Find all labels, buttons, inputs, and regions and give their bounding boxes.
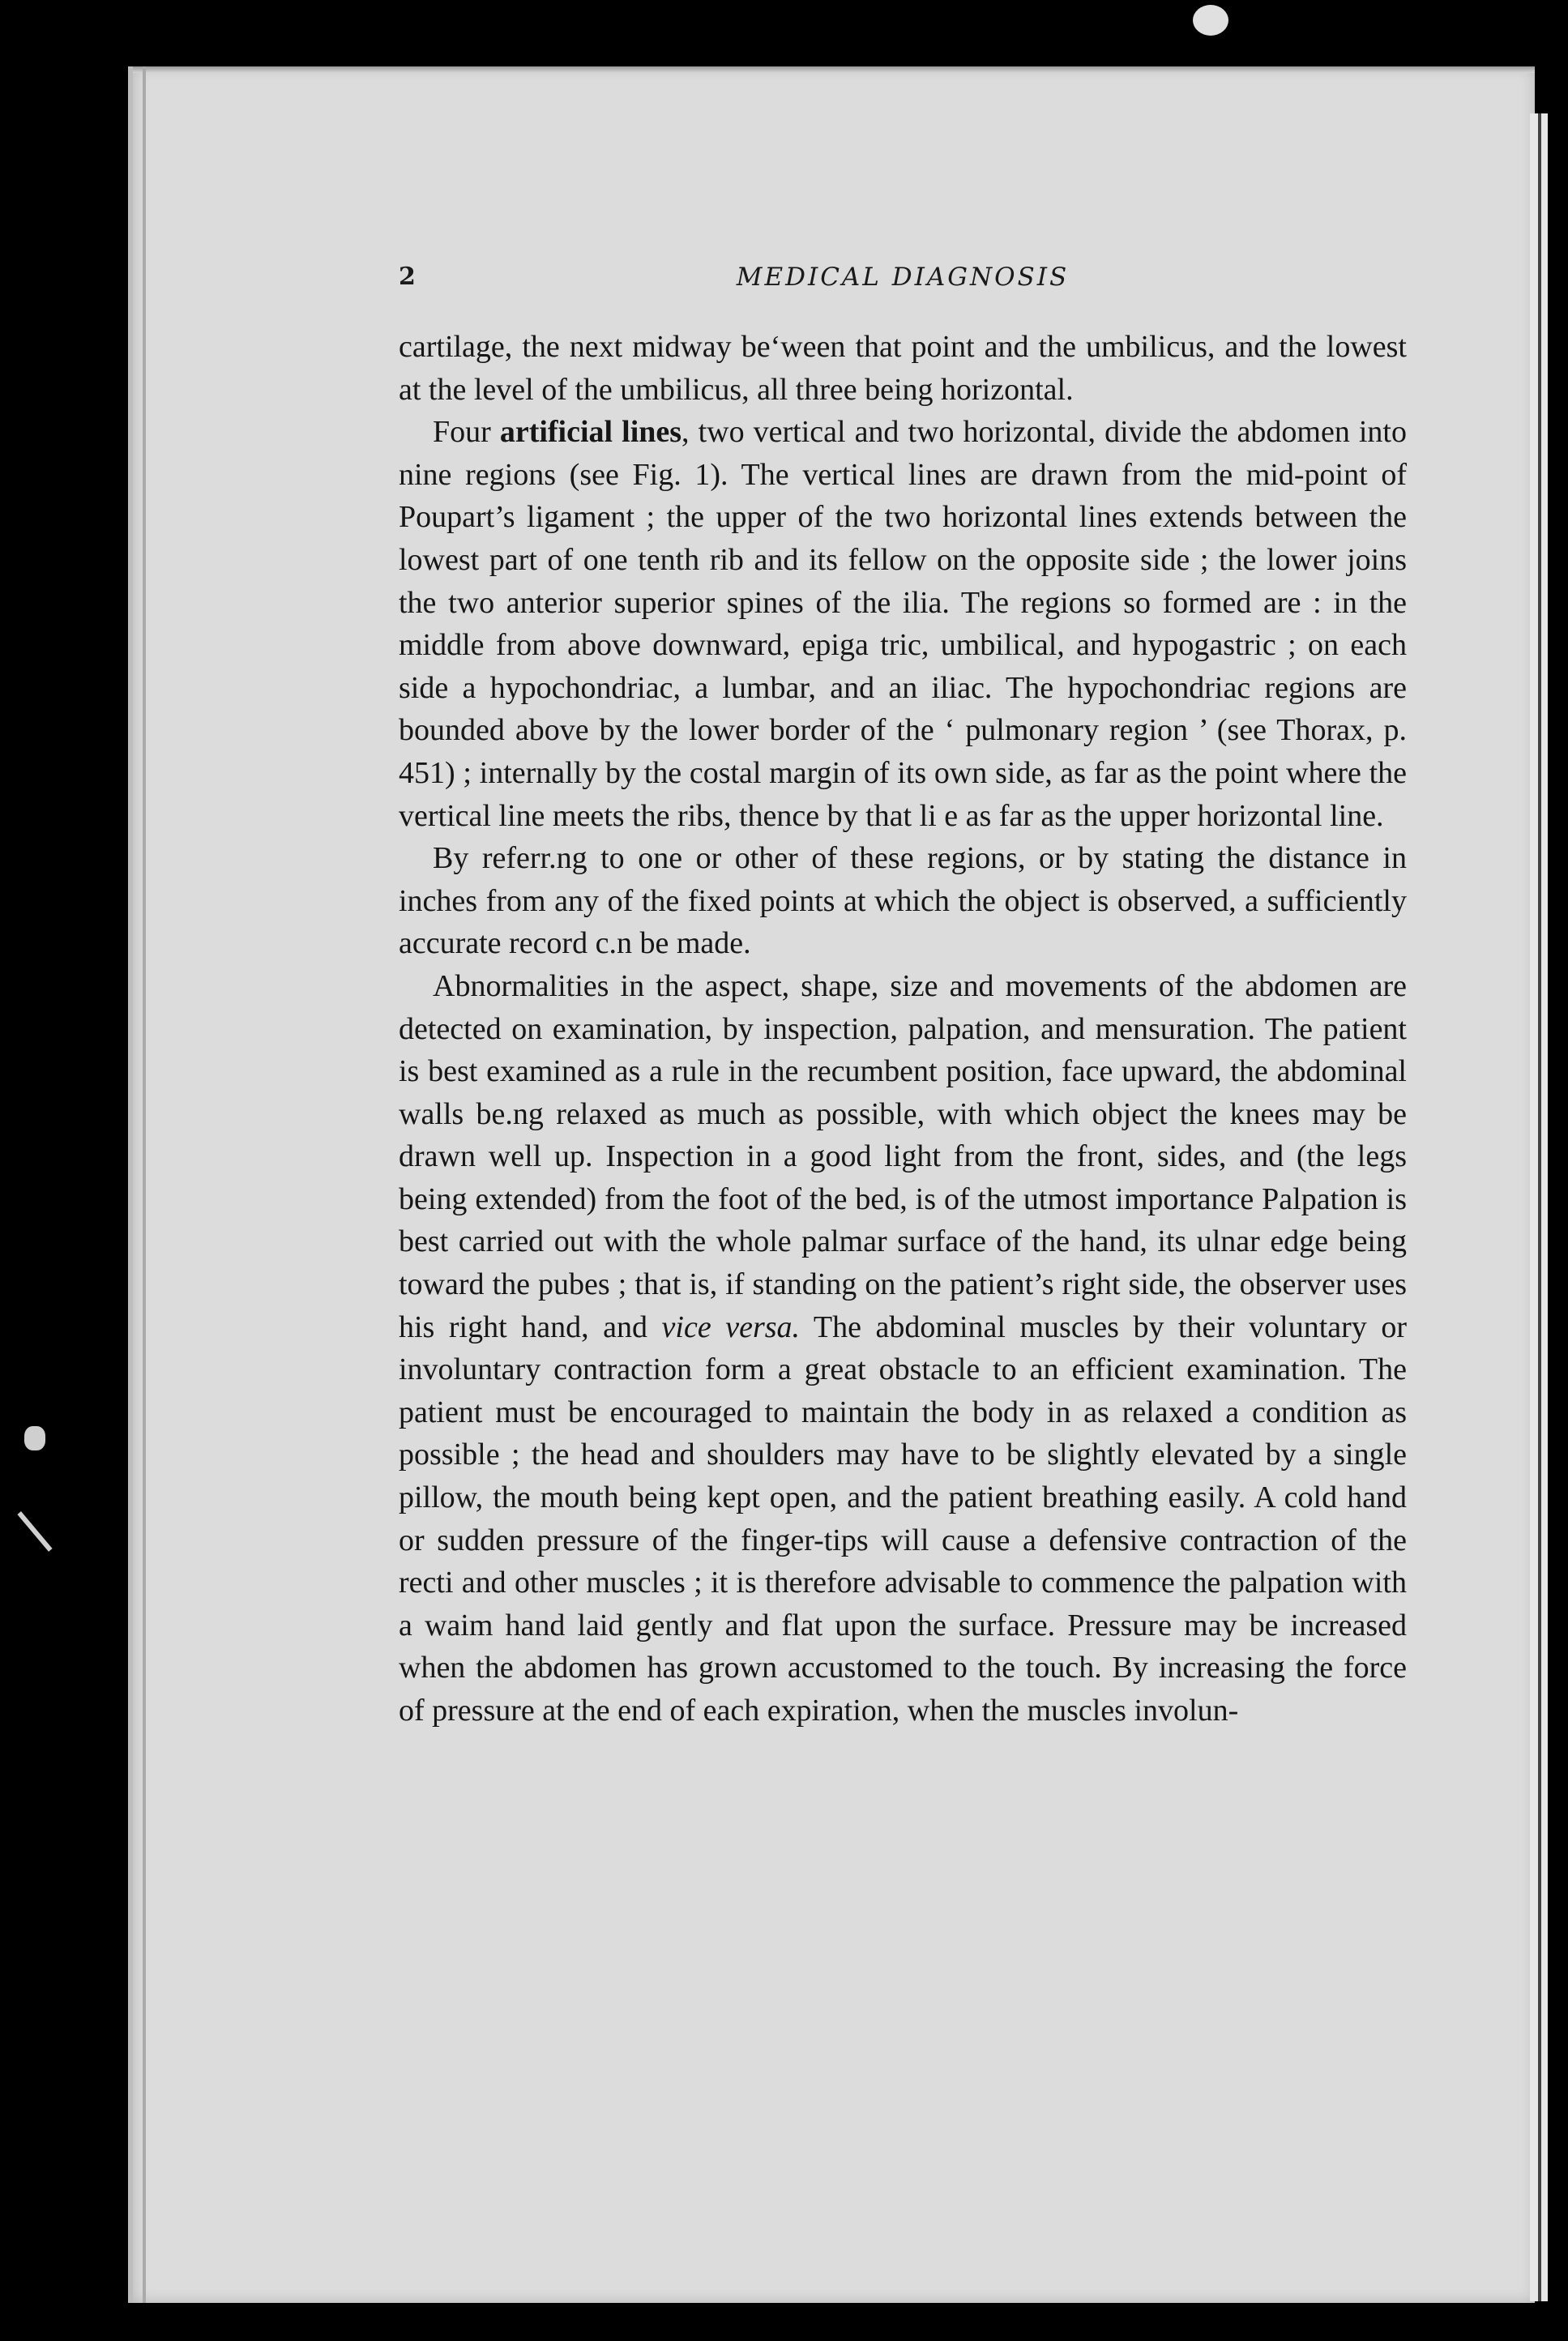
paragraph-2	[399, 411, 1407, 837]
paragraph-4-tail: The abdominal muscles by their voluntary or involuntary contraction form a great obstacle to an efficient examination. The patient must be encouraged to maintain the body in as relaxed a condition as possible ; the head and shoulders may have to be slightly elevated by a single pillow, the mouth being kept open, and the patient breathing easily. A cold hand or sudden pressure of the finger-tips will cause a defensive contraction of the recti and other muscles ; it is therefore advisable to commence the palpation with a waim hand laid gently and flat upon the surface. Pressure may be increased when the abdomen has grown accustomed to the touch. By increasing the force of pressure at the end of each expiration, when the muscles involun-	[399, 1309, 1407, 1728]
page-gutter-shadow	[1538, 113, 1541, 2301]
page-top-edge	[133, 66, 1535, 73]
running-head	[399, 263, 1407, 298]
paragraph-3-text: By referr.ng to one or other of these regions, or by stating the distance in inches from any of the fixed points at which the object is observed, a sufficiently accurate record c.n be made.	[399, 841, 1407, 961]
paragraph-4-text: Abnormalities in the aspect, shape, size and movements of the abdomen are detected on examination, by inspection, palpation, and mensuration. The patient is best examined as a rule in the recumbent position, face upward, the abdominal walls be.ng relaxed as much as possible, with which object the knees may be drawn well up. Inspection in a good light from the front, sides, and (the legs being extended) from the foot of the bed, is of the utmost importance Palpation is best carried out with the whole palmar surface of the hand, its ulnar edge being toward the pubes ; that is, if standing on the patient’s right side, the observer uses his right hand, and	[399, 968, 1407, 1344]
paragraph-3	[399, 837, 1407, 965]
ink-blot	[1193, 5, 1228, 36]
page-number: 2	[399, 263, 416, 291]
margin-smudge	[24, 1426, 45, 1450]
paragraph-4	[399, 965, 1407, 1732]
paragraph-1	[399, 326, 1407, 411]
page-binding-edge	[143, 66, 146, 2303]
paragraph-2-text: , two vertical and two horizontal, divide the abdomen into nine regions (see Fig. 1). The vertical lines are drawn from the mid-point of Poupart’s ligament ; the upper of the two horizontal lines extends between the lowest part of one tenth rib and its fellow on the opposite side ; the lower joins the two anterior superior spines of the ilia. The regions so formed are : in the middle from above downward, epiga tric, umbilical, and hypogastric ; on each side a hypochondriac, a lumbar, and an iliac. The hypochondriac regions are bounded above by the lower border of the ‘ pulmonary region ’ (see Thorax, p. 451) ; internally by the costal margin of its own side, as far as the point where the vertical line meets the ribs, thence by that li e as far as the upper horizontal line.	[399, 415, 1407, 833]
paragraph-2-bold-term: artificial lines	[499, 415, 682, 450]
paragraph-1-text: cartilage, the next midway be‘ween that point and the umbilicus, and the lowest at the level of the umbilicus, all three being horizontal.	[399, 330, 1407, 407]
running-title: MEDICAL DIAGNOSIS	[736, 263, 1070, 292]
margin-mark	[17, 1511, 52, 1552]
body-text	[399, 326, 1407, 1732]
paragraph-2-lead: Four	[433, 415, 500, 450]
paragraph-4-italic: vice versa.	[661, 1309, 801, 1344]
